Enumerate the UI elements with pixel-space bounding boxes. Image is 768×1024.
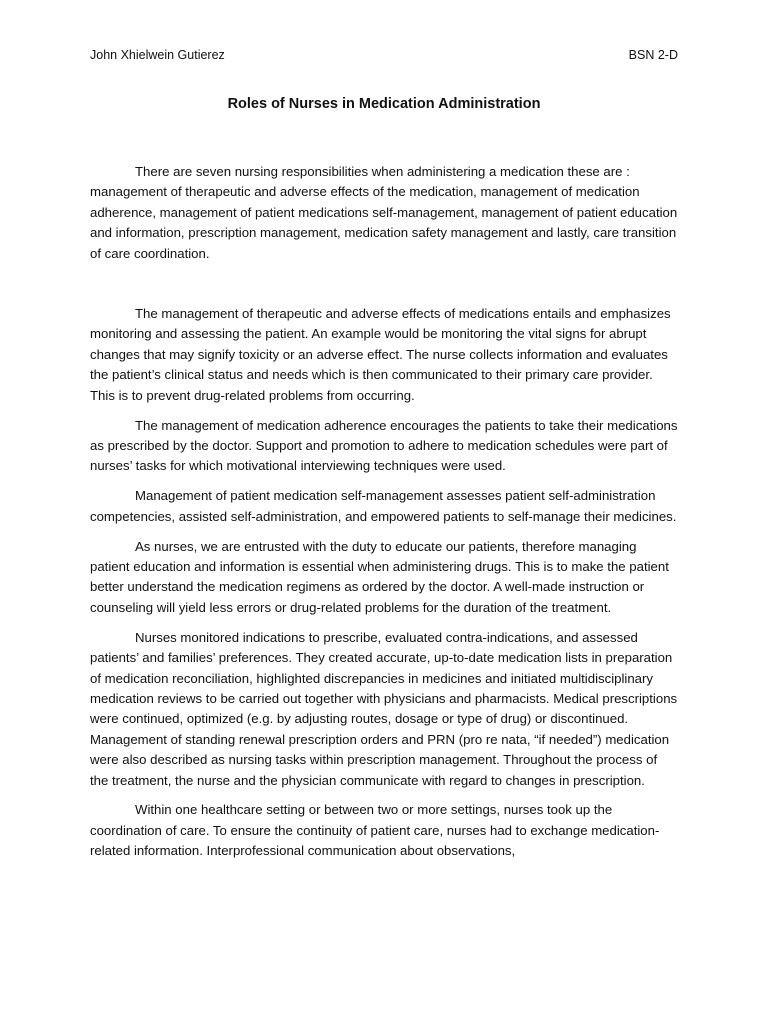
paragraph-education: As nurses, we are entrusted with the duty to educate our patients, therefore managing patient education and information is essential when administering drugs. This is to make the patient better understand the medication regimens as ordered by the doctor. A well-made instruction or counseling will yield less errors or drug-related problems for the duration of the treatment. [90, 538, 669, 615]
paragraph-intro: There are seven nursing responsibilities when administering a medication these are : management of therapeutic and adverse effects of the medication, management of medication adherence, management of patient medications self-management, management of patient education and information, prescription management, medication safety management and lastly, care transition of care coordination. [90, 164, 678, 261]
document-body [90, 162, 678, 871]
paragraph-self-management: Management of patient medication self-management assesses patient self-administration competencies, assisted self-administration, and empowered patients to self-manage their medicines. [90, 488, 677, 524]
paragraph-care-coordination: Within one healthcare setting or between two or more settings, nurses took up the coordination of care. To ensure the continuity of patient care, nurses had to exchange medication-related information. Interprofessional communication about observations, [90, 802, 660, 859]
class-section: BSN 2-D [628, 48, 678, 62]
paragraph-prescription: Nurses monitored indications to prescribe, evaluated contra-indications, and assessed patients’ and families’ preferences. They created accurate, up-to-date medication lists in preparation of medication reconciliation, highlighted discrepancies in medicines and initiated multidisciplinary medication reviews to be carried out together with physicians and pharmacists. Medical prescriptions were continued, optimized (e.g. by adjusting routes, dosage or type of drug) or discontinued. Management of standing renewal prescription orders and PRN (pro re nata, “if needed”) medication were also described as nursing tasks within prescription management. Throughout the process of the treatment, the nurse and the physician communicate with regard to changes in prescription. [90, 629, 678, 788]
author-name: John Xhielwein Gutierez [90, 48, 225, 62]
page-header [90, 46, 678, 64]
document-title: Roles of Nurses in Medication Administration [227, 96, 541, 112]
paragraph-therapeutic-effects: The management of therapeutic and adverse effects of medications entails and emphasizes monitoring and assessing the patient. An example would be monitoring the vital signs for abrupt changes that may signify toxicity or an adverse effect. The nurse collects information and evaluates the patient’s clinical status and needs which is then communicated to their primary care provider. This is to prevent drug-related problems from occurring. [90, 306, 671, 403]
paragraph-adherence: The management of medication adherence encourages the patients to take their medications as prescribed by the doctor. Support and promotion to adhere to medication schedules were part of nurses’ tasks for which motivational interviewing techniques were used. [90, 417, 678, 474]
